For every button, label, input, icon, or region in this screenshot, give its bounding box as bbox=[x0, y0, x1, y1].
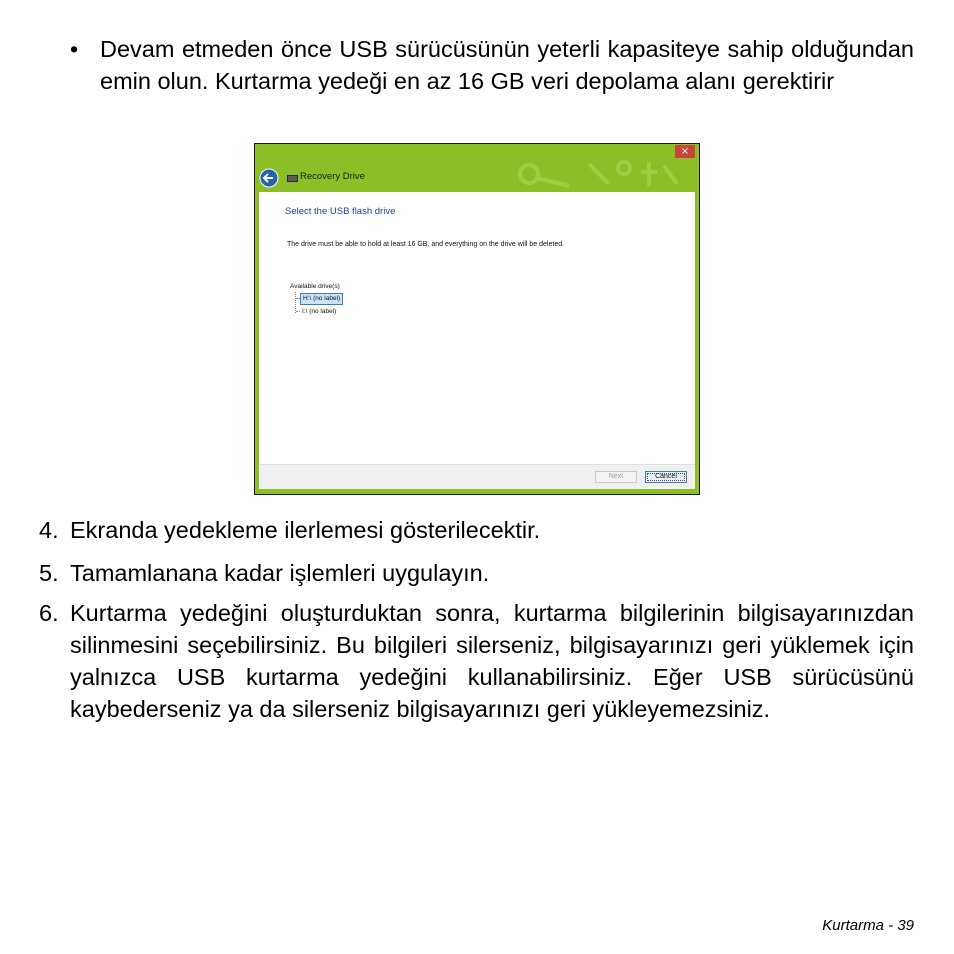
window-title: Recovery Drive bbox=[300, 171, 365, 182]
page-footer bbox=[822, 917, 914, 934]
back-arrow-icon[interactable] bbox=[259, 168, 279, 188]
tools-watermark-icon bbox=[509, 158, 679, 190]
close-button[interactable]: × bbox=[675, 145, 695, 158]
drive-item-h[interactable]: H:\ (no label) bbox=[300, 293, 343, 305]
dialog-description: The drive must be able to hold at least 16 GB, and everything on the drive will be deleted. bbox=[287, 241, 565, 248]
next-button[interactable]: Next bbox=[595, 471, 637, 483]
list-number: 4. bbox=[39, 517, 59, 543]
list-text: Kurtarma yedeğini oluşturduktan sonra, kurtarma bilgilerinin bilgisayarınızdan silinmesini seçebilirsiniz. Bu bilgileri silerseniz, bilgisayarınızı geri yüklemek için yalnızca USB kurtarma yedeğini kullanabilirsiniz. Eğer USB sürücüsünü kaybederseniz ya da silerseniz bilgisayarınızı geri yükleyemezsiniz. bbox=[70, 600, 914, 722]
list-number: 5. bbox=[39, 560, 59, 586]
dialog-footer bbox=[259, 464, 695, 489]
usb-drive-icon bbox=[287, 175, 298, 182]
recovery-drive-screenshot bbox=[254, 143, 700, 495]
available-drives-label: Available drive(s) bbox=[290, 283, 340, 290]
page-number: 39 bbox=[897, 917, 914, 934]
cancel-button[interactable]: Cancel bbox=[645, 471, 687, 483]
bullet-marker: • bbox=[70, 36, 79, 62]
list-text: Ekranda yedekleme ilerlemesi gösterilecektir. bbox=[70, 517, 541, 543]
dialog-content bbox=[259, 192, 695, 464]
footer-section: Kurtarma - bbox=[822, 917, 898, 934]
tree-connector bbox=[296, 311, 300, 312]
list-text: Tamamlanana kadar işlemleri uygulayın. bbox=[70, 560, 490, 586]
drive-item-i[interactable]: I:\ (no label) bbox=[302, 308, 337, 315]
list-number: 6. bbox=[39, 600, 59, 626]
dialog-heading: Select the USB flash drive bbox=[285, 206, 396, 217]
bullet-text: Devam etmeden önce USB sürücüsünün yeterli kapasiteye sahip olduğundan emin olun. Kurtarma yedeği en az 16 GB veri depolama alanı gerektirir bbox=[100, 36, 914, 94]
